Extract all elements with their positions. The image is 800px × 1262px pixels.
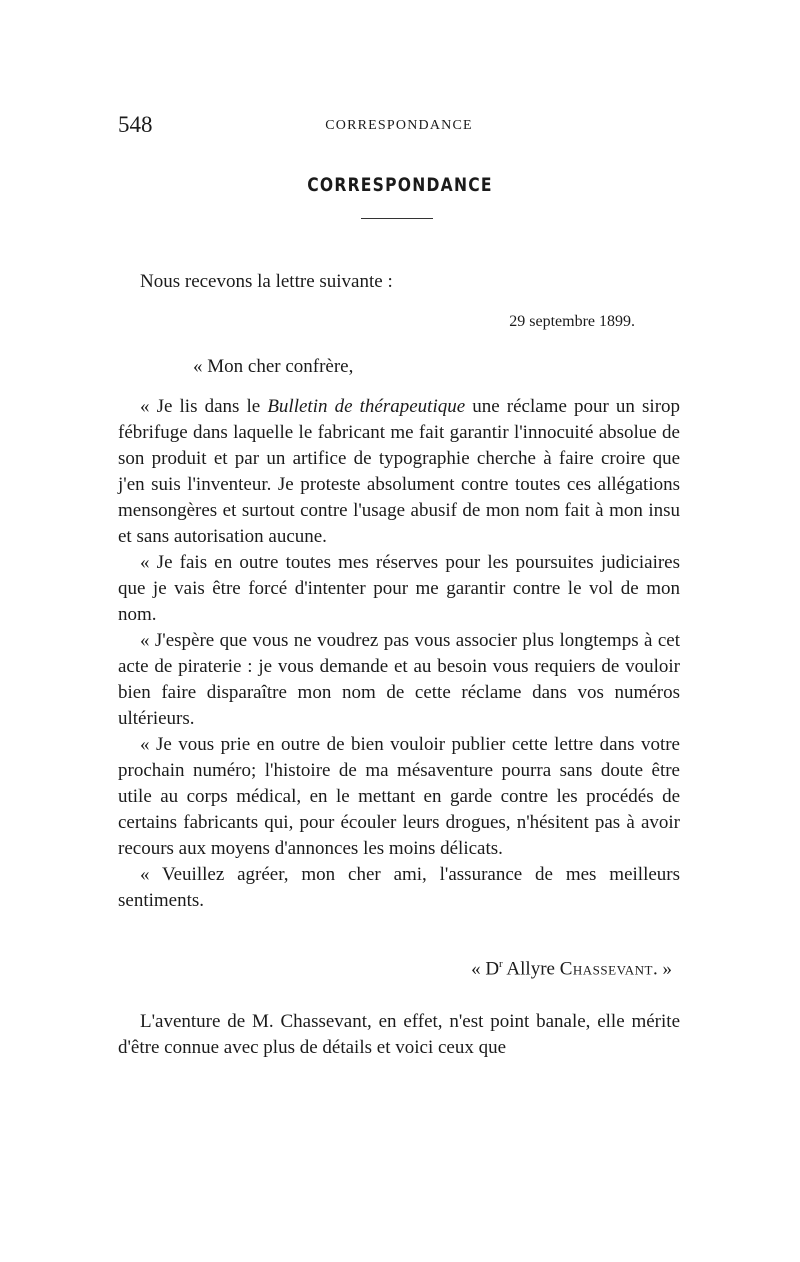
closing-text: L'aventure de M. Chassevant, en effet, n'est point banale, elle mérite d'être connue avec plus de détails et voici ceux que (118, 1011, 680, 1058)
signature-first-name: Allyre (502, 958, 560, 980)
letter-p1-before: « Je lis dans le (140, 396, 268, 417)
letter-p1-space-2 (353, 396, 360, 417)
journal-title-part-2: de (334, 396, 353, 417)
signature-prefix: « D (471, 958, 500, 980)
letter-p1-space-1 (327, 396, 334, 417)
journal-title-part-3: thérapeutique (359, 396, 466, 417)
signature-last-name: Chassevant (559, 958, 653, 980)
letter-body (118, 394, 680, 914)
journal-title-part-1: Bulletin (267, 396, 328, 417)
intro-paragraph: Nous recevons la lettre suivante : (140, 271, 393, 292)
section-title: CORRESPONDANCE (307, 174, 493, 196)
page-number: 548 (118, 112, 153, 137)
letter-date: 29 septembre 1899. (509, 313, 635, 330)
running-head (118, 112, 680, 140)
title-divider (361, 218, 433, 219)
letter-p1-after: une réclame pour un sirop fébrifuge dans laquelle le fabricant me fait garantir l'innocuité absolue de son produit et par un artifice de typographie cherche à faire croire que j'en suis l'inventeur. Je proteste absolument contre toutes ces allégations mensongères et surtout contre l'usage abusif de mon nom fait à mon insu et sans autorisation aucune. (118, 396, 681, 547)
letter-signature (471, 958, 672, 980)
letter-paragraph-3: « J'espère que vous ne voudrez pas vous associer plus longtemps à cet acte de piraterie : je vous demande et au besoin vous requiers de vouloir bien faire disparaître mon nom de cette réclame dans vos numéros ultérieurs. (118, 630, 680, 729)
letter-paragraph-4: « Je vous prie en outre de bien vouloir publier cette lettre dans votre prochain numéro; l'histoire de ma mésaventure pourra sans doute être utile au corps médical, en le mettant en garde contre les procédés de certains fabricants qui, pour écouler leurs drogues, n'hésitent pas à avoir recours aux moyens d'annonces les moins délicats. (118, 734, 680, 859)
closing-paragraph (118, 1009, 680, 1061)
letter-paragraph-1 (118, 394, 680, 550)
running-title: CORRESPONDANCE (325, 118, 473, 133)
signature-close: . » (653, 958, 672, 980)
signature-superscript: r (499, 958, 503, 970)
letter-salutation: « Mon cher confrère, (193, 356, 354, 377)
letter-paragraph-2: « Je fais en outre toutes mes réserves pour les poursuites judiciaires que je vais être forcé d'intenter pour me garantir contre le vol de mon nom. (118, 552, 680, 625)
letter-paragraph-5: « Veuillez agréer, mon cher ami, l'assurance de mes meilleurs sentiments. (118, 864, 680, 911)
